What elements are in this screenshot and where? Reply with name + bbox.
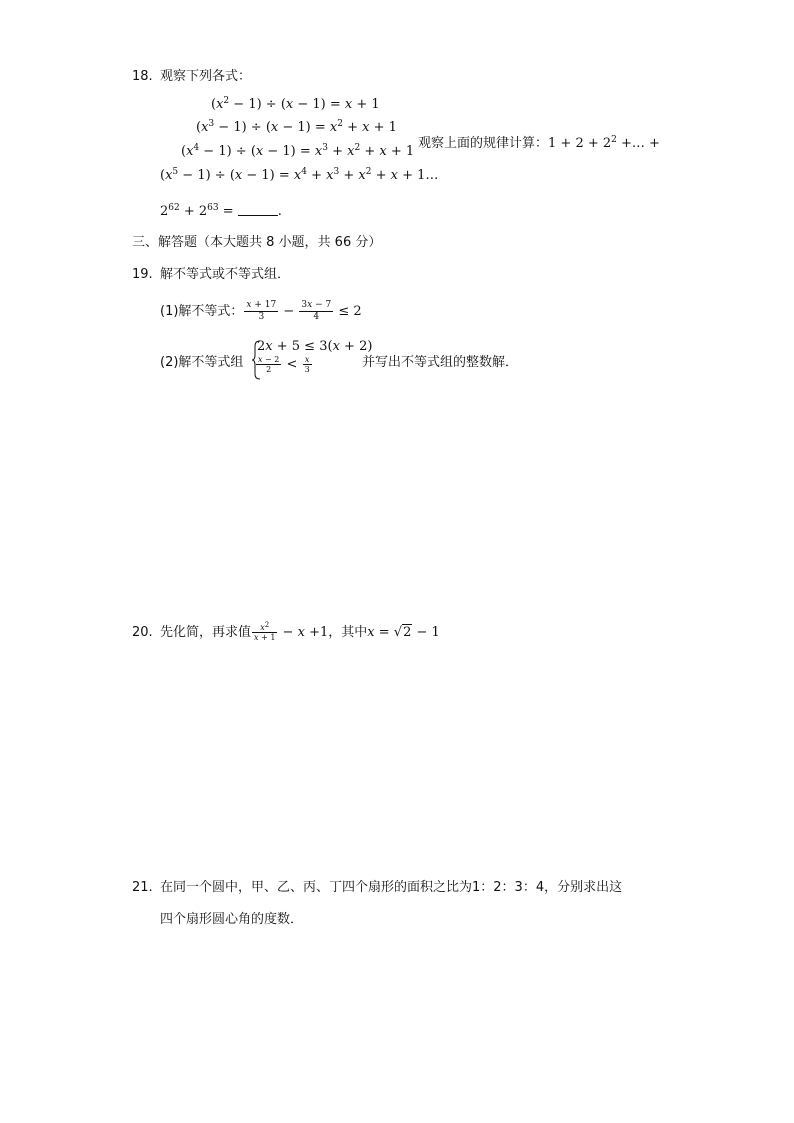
q19-part1 (160, 300, 362, 323)
q20-expression: $\frac{x^2}{x + 1}$ − x +1 (254, 621, 329, 642)
q19-title: 解不等式或不等式组． (160, 267, 291, 282)
q20-text-b: ，其中 (328, 625, 368, 640)
q18-intro: 观察下列各式： (160, 69, 252, 84)
q18-question: $2^{62} + 2^{63}$ = . (160, 203, 282, 219)
q19-system-line1: 2x + 5 ≤ 3(x + 2) (257, 339, 373, 354)
q19-part1-label: (1)解不等式： (160, 304, 244, 319)
q21-line1: 在同一个圆中，甲、乙、丙、丁四个扇形的面积之比为1：2：3：4，分别求出这 (160, 880, 623, 895)
q20-text (160, 620, 440, 646)
q21-number: 21. (132, 880, 153, 895)
q19-system-line2: $\frac{x - 2}{2}$ < $\frac{x}{3}$ (258, 355, 310, 374)
q21-line2: 四个扇形圆心角的度数． (160, 912, 304, 927)
q20-text-a: 先化简，再求值 (160, 625, 252, 640)
q19-part2-tail: 并写出不等式组的整数解． (362, 355, 519, 370)
q19-part1-expression: $\frac{x + 17}{3}$ − $\frac{3x - 7}{4}$ ≤ 2 (246, 300, 362, 322)
q18-observe-text (418, 135, 660, 153)
q18-observe-label: 观察上面的规律计算： (418, 136, 549, 151)
q19-part2-label: (2)解不等式组 (160, 355, 244, 370)
q18-eq1: $(x^2 - 1) \div (x - 1) = x + 1$ (211, 96, 380, 112)
q18-eq3: $(x^4 - 1) \div (x - 1) = x^3 + x^2 + x + 1$ (181, 143, 415, 159)
q18-eq4: $(x^5 - 1) \div (x - 1) = x^4 + x^3 + x^2 + x$ + 1… (160, 167, 439, 183)
q20-condition: x = √2 − 1 (367, 625, 440, 640)
q18-eq2: $(x^3 - 1) \div (x - 1) = x^2 + x + 1$ (196, 119, 397, 135)
q19-number: 19. (132, 267, 153, 282)
section3-title: 三、解答题（本大题共 8 小题，共 66 分） (132, 235, 382, 250)
q18-answer-blank[interactable] (238, 203, 278, 216)
q18-number: 18. (132, 69, 153, 84)
q20-number: 20. (132, 625, 153, 640)
q18-series: $1 + 2 + 2^2$ +… + (548, 135, 660, 151)
